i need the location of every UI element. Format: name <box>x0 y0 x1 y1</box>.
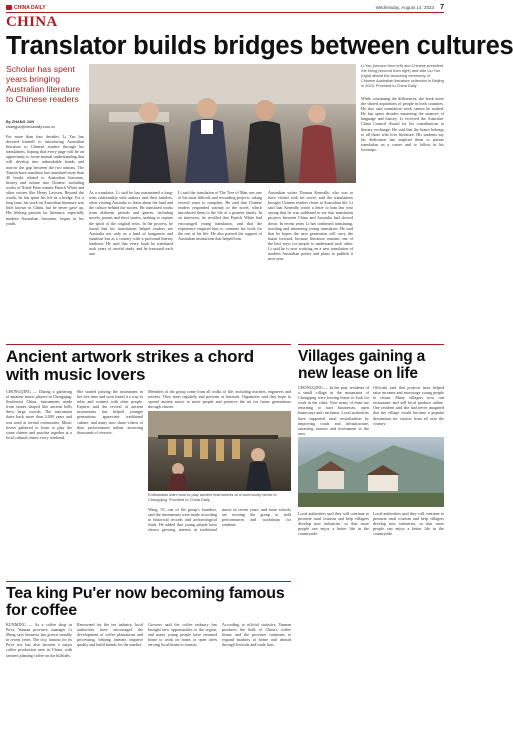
page-number: 7 <box>440 4 444 11</box>
lead-photo <box>89 64 356 183</box>
lead-headline: Translator builds bridges between cultures <box>6 32 513 60</box>
lead-photo-illustration <box>89 64 356 183</box>
newspaper-logo <box>6 5 46 11</box>
section-title: CHINA <box>6 14 58 30</box>
byline-email: zhangjun@chinadaily.com.cn <box>6 125 56 129</box>
lead-column-3: Li said the translation of The Tree of Man was one of his most difficult and rewarding projects, taking several years to complete. He said that Chinese readers responded warmly to the novel, which introduced them to the life of a pioneer family. In an interview, he recalled that Patrick White had encouraged young translators, and that the experience inspired him to continue his work for the rest of his life. He also praised the support of Australian institutions that helped him. <box>178 190 262 241</box>
tea-headline: Tea king Pu'er now becoming famous for coffee <box>6 585 285 619</box>
byline-name: By ZHANG JUN <box>6 120 35 124</box>
lead-deck: Scholar has spent years bringing Australian literature to Chinese readers <box>6 64 81 104</box>
music-rule <box>6 344 291 345</box>
music-column-1: CHONGQING — During a gathering of amateur music players in Chongqing, Southwest China, instruments made from stones shaped like ancient bells drew large crowds. The instrument dates back more than 2,000 years and was used at formal ceremonies. Music lovers gathered to learn to play the stone chimes and practise together at a local cultural center every weekend. <box>6 389 72 440</box>
music-column-4: Wang, 55, one of the group's founders, said the instruments were made according to historical records and archaeological finds. He added that young people have shown growing interest in traditional music in recent years, and more schools are inviting the group to hold performances and workshops for students. <box>148 507 291 533</box>
section-rule <box>6 12 444 26</box>
music-photo-illustration <box>148 411 291 491</box>
music-column-2: She started playing the instrument in her free time and soon found it a way to relax and connect with other people. Experts said the revival of ancient instruments has helped younger generations appreciate traditional culture, and many now share videos of their performances online, attracting thousands of viewers. <box>77 389 143 435</box>
lead-column-4: Australian writer Thomas Keneally, who was to have visited with his novel, said the translations brought Chinese readers closer to Australian life. Li said that Keneally wrote a letter to him last year saying that he was saddened to see that translation projects between China and Australia had slowed down. In recent years Li has continued translating, teaching and mentoring young translators. He said that he hopes the next generation will carry the baton forward, because literature remains one of the best ways for people to understand each other. Li said he is now working on a new translation of modern Australian poetry and plans to publish it next year. <box>268 190 353 262</box>
music-photo-caption: Enthusiasts learn how to play ancient instruments at a community venue in Chongqing. Provided to China Daily <box>148 492 277 502</box>
village-column-3: Local authorities said they will continue to promote rural tourism and help villagers develop new industries, so that more people can enjoy a better life in the countryside. <box>298 511 369 537</box>
issue-date: Wednesday, August 14, 2023 <box>375 5 434 10</box>
village-photo <box>298 437 444 507</box>
tea-column-4: According to official statistics, Yunnan produces the bulk of China's coffee beans, and the province continues to expand markets at home and abroad through festivals and trade fairs. <box>222 622 291 648</box>
tea-column-1: KUNMING — As a coffee shop in Pu'er, Yunnan province, manager Li Meng says business has grown steadily in recent years. The city, famous for its Pu'er tea, has also become a major coffee production area in China, with farmers planting coffee on the hillsides. <box>6 622 72 658</box>
logo-text: CHINA DAILY <box>14 5 46 11</box>
village-column-2: Officials said that projects have helped raise incomes and encourage young people to return. Many villagers now run restaurants and sell local produce online. One resident said she had never imagined that her village would become a popular destination for visitors from all over the country. <box>373 385 444 426</box>
village-headline: Villages gaining a new lease on life <box>298 348 426 382</box>
lead-column-2: As a translator, Li said he has maintained a long-term relationship with authors and their families, often visiting Australia to learn about the land and the culture behind the stories. He translated works from different periods and genres, including novels, poems and short stories, seeking to capture the spirit of the original texts. In the process, he found that his translations helped readers see Australia not only as a land of kangaroos and sunshine but as a country with a profound literary tradition. He said that every book he translated took years of careful study, and he treasured each one. <box>89 190 173 257</box>
music-photo <box>148 411 291 491</box>
music-headline: Ancient artwork strikes a chord with music lovers <box>6 347 254 384</box>
music-column-3: Members of the group come from all walks of life, including teachers, engineers and retirees. They meet regularly and perform at festivals. Organizers said they hope to spread ancient music to more people and preserve the art for future generations through classes. <box>148 389 291 410</box>
lead-column-5: While continuing the differences, the book notes the shared aspirations of people in both countries. He also said translation work cannot be rushed. He has spent decades mastering the nuances of language and history. Li received the Australia-China Council Award for his contributions to literary exchange. He said that the honor belongs to all those who love literature. His students say his dedication has inspired them to pursue translation as a career and to follow in his footsteps. <box>361 96 444 152</box>
tea-rule <box>6 581 291 582</box>
tea-column-3: Growers said the coffee industry has brought new opportunities to the region, and many young people have returned home to work on farms or open cafes serving local beans to tourists. <box>148 622 217 648</box>
logo-mark-icon <box>6 5 12 10</box>
village-rule <box>298 344 444 345</box>
lead-column-1: For more than four decades, Li Yao has devoted himself to introducing Australian literature to Chinese readers through his translations, hoping that every page will be an opportunity to foster mutual understanding that will develop into unbreakable bonds and narrow the gap between the two nations. The Tianjin-born translator has translated more than 40 books related to Australian literature, history and culture into Chinese, including works of Nobel Prize winner Patrick White and other writers like Henry Lawson. Beyond the words, he has spent his life as a bridge. For a long time, his work on Australian literature was little known in China, but he never gave up. His lifelong passion for literature, especially modern Australian literature, began in his youth. <box>6 134 84 226</box>
lead-photo-caption: Li Yao (second from left) and Chinese president Xie Hong (second from right) and wife Liu Yun (right) attend the launching ceremony of Chinese Australian literature collection in Beijing in 2023. Provided to China Daily <box>361 63 444 88</box>
village-photo-illustration <box>298 437 444 507</box>
lead-byline <box>6 120 84 130</box>
tea-column-2: Renowned for the tea industry, local authorities have encouraged the development of coffee plantations and processing, helping farmers improve quality and build brands for the market. <box>77 622 143 648</box>
village-column-1: CHONGQING — In the past, residents of a small village in the mountains of Chongqing were leaving home to look for work in the cities. Now many of them are returning to start businesses, open homestays and run farms. Local authorities have supported rural revitalization by improving roads and infrastructure, attracting tourists and investment to the area. <box>298 385 369 436</box>
village-column-4: Local authorities said they will continue to promote rural tourism and help villagers develop new industries, so that more people can enjoy a better life in the countryside. <box>373 511 444 537</box>
